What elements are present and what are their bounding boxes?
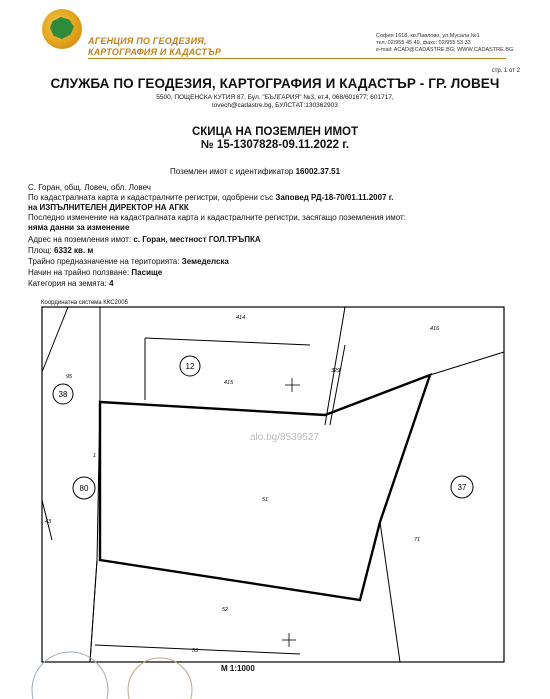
parcel-label-51: 51 [262, 497, 269, 503]
area-label: Площ: [28, 246, 52, 255]
circle-label-80: 80 [79, 484, 89, 493]
agency-name-line1: АГЕНЦИЯ ПО ГЕОДЕЗИЯ, [88, 36, 207, 46]
parcel-label-52: 52 [222, 607, 229, 613]
parcel-label-414: 414 [236, 315, 246, 321]
usage-value: Пасище [131, 268, 163, 277]
service-address-line1: 5500, ПОЩЕНСКА КУТИЯ 87, Бул. "БЪЛГАРИЯ" №3, ет.4, 068/601677; 601717, [156, 94, 394, 101]
document-number: № 15-1307828-09.11.2022 г. [200, 139, 350, 151]
category-label: Категория на земята: [28, 279, 107, 288]
contact-line2: тел.:02/955 45 49, факс: 02/955 53 33 [376, 40, 471, 46]
circle-label-12: 12 [185, 362, 195, 371]
purpose-label: Трайно предназначение на територията: [28, 257, 180, 266]
page-number: стр. 1 от 2 [491, 68, 520, 74]
identifier-label: Поземлен имот с идентификатор [170, 167, 294, 176]
map-scale: М 1:1000 [221, 664, 255, 673]
circle-label-37: 37 [457, 483, 467, 492]
parcel-label-1: 1 [93, 453, 97, 459]
identifier-value: 16002.37.51 [295, 167, 341, 176]
address-value: с. Горан, местност ГОЛ.ТРЪПКА [133, 235, 261, 244]
approval-authority: на ИЗПЪЛНИТЕЛЕН ДИРЕКТОР НА АГКК [28, 203, 189, 212]
service-address-line2: lovech@cadastre.bg, БУЛСТАТ:130362903 [212, 102, 338, 109]
parcel-label-416: 416 [430, 326, 440, 332]
usage-label: Начин на трайно ползване: [28, 268, 130, 277]
parcel-label-329: 329 [331, 368, 341, 374]
official-stamp-1 [32, 652, 108, 699]
coordinate-system: Координатна система ККС2005 [41, 300, 128, 306]
agency-name-line2: КАРТОГРАФИЯ И КАДАСТЪР [88, 47, 222, 57]
last-change-label: Последно изменение на кадастралната карта и кадастралните регистри, засягащо поземления имот: [28, 213, 406, 222]
purpose-value: Земеделска [181, 257, 229, 266]
document-title: СКИЦА НА ПОЗЕМЛЕН ИМОТ [191, 126, 358, 138]
official-stamp-2 [128, 658, 192, 699]
location-line: С. Горан, общ. Ловеч, обл. Ловеч [28, 183, 151, 192]
area-value: 6332 кв. м [54, 246, 94, 255]
parcel-label-71: 71 [414, 537, 421, 543]
contact-line3: e-mail: ACAD@CADASTRE.BG; WWW.CADASTRE.BG [376, 47, 514, 53]
approval-prefix: По кадастралната карта и кадастралните регистри, одобрени със [28, 193, 274, 202]
contact-line1: София 1618, кв.Павлово, ул.Мусала №1 [376, 33, 480, 39]
parcel-label-95: 95 [66, 374, 73, 380]
parcel-label-43: 43 [45, 519, 52, 525]
address-label: Адрес на поземления имот: [28, 235, 132, 244]
circle-label-38: 38 [58, 390, 68, 399]
parcel-label-53: 53 [192, 648, 199, 654]
category-value: 4 [109, 279, 114, 288]
parcel-label-415: 415 [224, 380, 234, 386]
approval-order: Заповед РД-18-70/01.11.2007 г. [275, 193, 394, 202]
watermark: alo.bg/8539527 [250, 432, 319, 443]
last-change-value: няма данни за изменение [28, 223, 130, 232]
service-title: СЛУЖБА ПО ГЕОДЕЗИЯ, КАРТОГРАФИЯ И КАДАСТЪР - ГР. ЛОВЕЧ [50, 76, 500, 91]
